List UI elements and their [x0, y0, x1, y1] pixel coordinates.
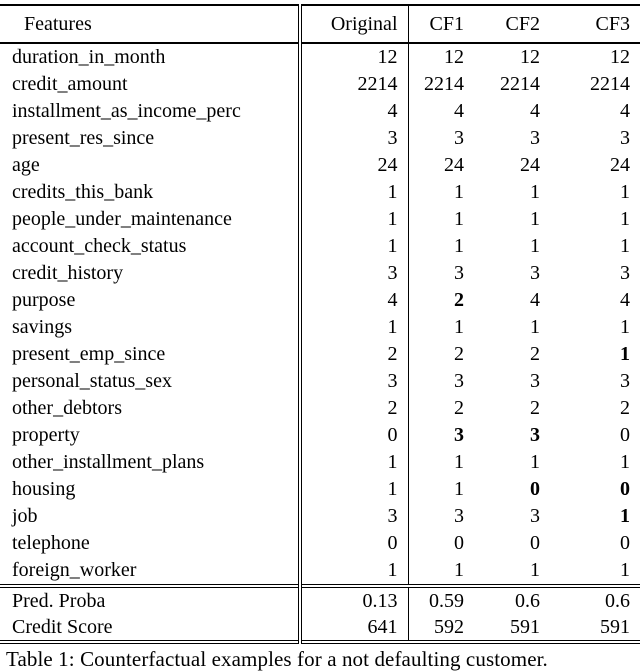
value-cell: 1: [620, 559, 630, 581]
feature-cell: Pred. Proba: [0, 586, 300, 614]
feature-cell: other_installment_plans: [0, 449, 300, 476]
value-cell: 1: [454, 559, 464, 581]
counterfactual-table: [0, 4, 640, 644]
value-cell: 1: [620, 505, 630, 527]
column-header-cf1: CF1: [408, 5, 474, 43]
feature-cell: telephone: [0, 530, 300, 557]
value-cell: 4: [530, 289, 540, 311]
feature-cell: age: [0, 152, 300, 179]
value-cell: 1: [620, 208, 630, 230]
value-cell: 3: [530, 370, 540, 392]
feature-cell: foreign_worker: [0, 557, 300, 586]
value-cell: 591: [510, 615, 540, 638]
table-row: [0, 287, 640, 314]
value-cell: 1: [530, 181, 540, 203]
value-cell: 1: [454, 451, 464, 473]
column-header-features: Features: [0, 5, 300, 43]
value-cell: 591: [600, 615, 630, 638]
table-row: [0, 206, 640, 233]
column-header-original: Original: [300, 5, 408, 43]
value-cell: 2214: [500, 73, 540, 95]
feature-cell: property: [0, 422, 300, 449]
feature-cell: savings: [0, 314, 300, 341]
value-cell: 0: [300, 530, 408, 557]
feature-cell: other_debtors: [0, 395, 300, 422]
value-cell: 12: [610, 46, 630, 68]
value-cell: 2: [454, 397, 464, 419]
feature-cell: present_res_since: [0, 125, 300, 152]
value-cell: 3: [300, 260, 408, 287]
value-cell: 3: [300, 503, 408, 530]
value-cell: 12: [300, 43, 408, 71]
value-cell: 3: [454, 424, 464, 446]
value-cell: 1: [300, 449, 408, 476]
value-cell: 3: [300, 125, 408, 152]
table-row: [0, 557, 640, 586]
value-cell: 3: [300, 368, 408, 395]
feature-cell: installment_as_income_perc: [0, 98, 300, 125]
value-cell: 2: [454, 343, 464, 365]
value-cell: 0: [530, 532, 540, 554]
value-cell: 3: [530, 262, 540, 284]
value-cell: 2: [454, 289, 464, 311]
value-cell: 1: [300, 314, 408, 341]
value-cell: 2: [300, 395, 408, 422]
value-cell: 2214: [590, 73, 630, 95]
feature-cell: duration_in_month: [0, 43, 300, 71]
value-cell: 2214: [424, 73, 464, 95]
value-cell: 1: [454, 478, 464, 500]
value-cell: 3: [454, 262, 464, 284]
value-cell: 3: [530, 505, 540, 527]
value-cell: 3: [530, 424, 540, 446]
column-header-cf2: CF2: [474, 5, 550, 43]
header-row: [0, 5, 640, 43]
table-row: [0, 125, 640, 152]
table-row: [0, 152, 640, 179]
feature-cell: credits_this_bank: [0, 179, 300, 206]
table-row: [0, 260, 640, 287]
value-cell: 1: [620, 343, 630, 365]
value-cell: 1: [620, 181, 630, 203]
value-cell: 1: [300, 179, 408, 206]
table-row: [0, 314, 640, 341]
value-cell: 4: [300, 98, 408, 125]
value-cell: 24: [300, 152, 408, 179]
feature-cell: account_check_status: [0, 233, 300, 260]
value-cell: 1: [620, 235, 630, 257]
value-cell: 0: [300, 422, 408, 449]
value-cell: 3: [454, 127, 464, 149]
table-row: [0, 233, 640, 260]
table-header: [0, 5, 640, 43]
value-cell: 1: [300, 557, 408, 586]
value-cell: 3: [620, 370, 630, 392]
value-cell: 0: [530, 478, 540, 500]
value-cell: 1: [530, 316, 540, 338]
table-row: [0, 503, 640, 530]
value-cell: 1: [454, 181, 464, 203]
feature-cell: job: [0, 503, 300, 530]
value-cell: 1: [530, 559, 540, 581]
value-cell: 2: [530, 343, 540, 365]
value-cell: 24: [520, 154, 540, 176]
value-cell: 1: [454, 235, 464, 257]
value-cell: 4: [300, 287, 408, 314]
table-row: [0, 395, 640, 422]
table-summary: [0, 586, 640, 642]
value-cell: 4: [620, 289, 630, 311]
value-cell: 0: [620, 424, 630, 446]
table-row: [0, 530, 640, 557]
value-cell: 1: [454, 316, 464, 338]
value-cell: 2: [530, 397, 540, 419]
feature-cell: present_emp_since: [0, 341, 300, 368]
table-row: [0, 43, 640, 71]
value-cell: 3: [620, 262, 630, 284]
summary-row: [0, 586, 640, 614]
table-row: [0, 341, 640, 368]
value-cell: 4: [530, 100, 540, 122]
value-cell: 1: [530, 451, 540, 473]
value-cell: 1: [620, 316, 630, 338]
table-row: [0, 449, 640, 476]
value-cell: 24: [610, 154, 630, 176]
value-cell: 1: [300, 206, 408, 233]
value-cell: 0.59: [408, 586, 474, 614]
feature-cell: people_under_maintenance: [0, 206, 300, 233]
value-cell: 24: [444, 154, 464, 176]
value-cell: 1: [530, 208, 540, 230]
value-cell: 3: [620, 127, 630, 149]
value-cell: 2214: [300, 71, 408, 98]
value-cell: 0: [620, 532, 630, 554]
column-header-cf3: CF3: [550, 5, 640, 43]
value-cell: 12: [520, 46, 540, 68]
value-cell: 1: [620, 451, 630, 473]
feature-cell: credit_history: [0, 260, 300, 287]
value-cell: 592: [434, 615, 464, 638]
feature-cell: credit_amount: [0, 71, 300, 98]
table-row: [0, 476, 640, 503]
table-body: [0, 43, 640, 586]
value-cell: 4: [454, 100, 464, 122]
feature-cell: Credit Score: [0, 614, 300, 642]
value-cell: 3: [454, 370, 464, 392]
feature-cell: purpose: [0, 287, 300, 314]
value-cell: 0.13: [300, 586, 408, 614]
feature-cell: personal_status_sex: [0, 368, 300, 395]
value-cell: 1: [300, 233, 408, 260]
value-cell: 1: [530, 235, 540, 257]
value-cell: 12: [444, 46, 464, 68]
summary-row: [0, 614, 640, 642]
value-cell: 0.6: [474, 586, 550, 614]
value-cell: 0.6: [550, 586, 640, 614]
value-cell: 3: [530, 127, 540, 149]
table-row: [0, 368, 640, 395]
table-row: [0, 98, 640, 125]
value-cell: 0: [454, 532, 464, 554]
value-cell: 1: [300, 476, 408, 503]
table-row: [0, 71, 640, 98]
value-cell: 2: [300, 341, 408, 368]
value-cell: 1: [454, 208, 464, 230]
value-cell: 4: [620, 100, 630, 122]
table-caption: Table 1: Counterfactual examples for a not defaulting customer.: [6, 647, 548, 671]
value-cell: 641: [300, 614, 408, 642]
table-row: [0, 179, 640, 206]
value-cell: 2: [620, 397, 630, 419]
value-cell: 3: [454, 505, 464, 527]
value-cell: 0: [620, 478, 630, 500]
table-row: [0, 422, 640, 449]
feature-cell: housing: [0, 476, 300, 503]
